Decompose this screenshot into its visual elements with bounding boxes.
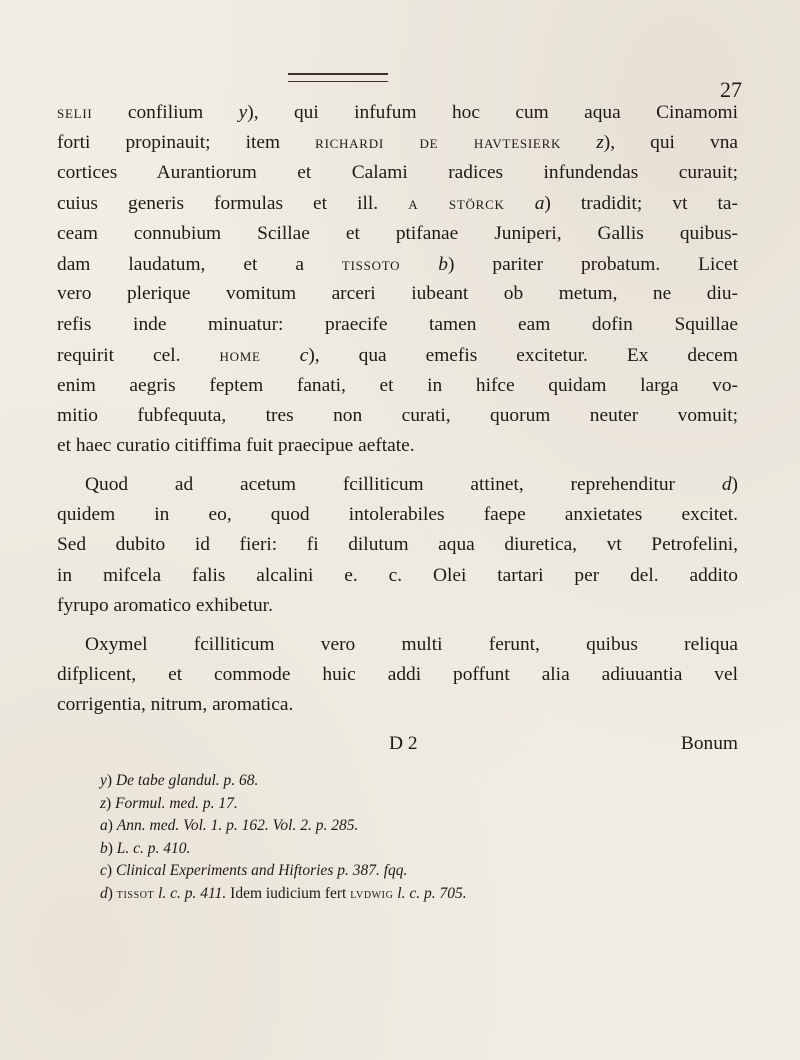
- footnote: [100, 793, 740, 816]
- signature-mark: D 2: [389, 732, 418, 754]
- italic-text: a: [100, 817, 108, 835]
- author-name: richardi de havtesierk: [315, 132, 562, 153]
- text-line: [57, 158, 738, 188]
- catchword: Bonum: [680, 732, 738, 754]
- italic-text: De tabe glandul. p. 68.: [115, 772, 259, 789]
- page-number: 27: [720, 77, 742, 102]
- text-run: Sed dubito id fieri: fi dilutum aqua diuretica, vt Petrofelini,: [57, 534, 738, 556]
- author-name: tissot: [116, 885, 155, 902]
- text-run: [561, 132, 596, 153]
- text-run: difplicent, et commode huic addi poffunt alia adiuuantia vel: [57, 664, 738, 686]
- text-run: ), qua emefis excitetur. Ex decem: [308, 345, 738, 367]
- text-run: cortices Aurantiorum et Calami radices infundendas curauit;: [57, 161, 738, 183]
- author-name: selii: [57, 102, 93, 122]
- italic-text: z: [596, 132, 604, 154]
- text-run: Oxymel fcilliticum vero multi ferunt, quibus reliqua: [85, 633, 738, 655]
- text-run: ): [107, 817, 117, 835]
- footnote: [100, 838, 740, 861]
- catch-row: [57, 729, 738, 759]
- paragraph: [57, 97, 738, 462]
- text-run: cuius generis formulas et ill.: [57, 193, 409, 215]
- italic-text: a: [534, 193, 545, 215]
- author-name: tissoto: [341, 253, 401, 274]
- text-run: [261, 345, 300, 366]
- text-run: [505, 193, 535, 214]
- text-run: mitio fubfequuta, tres non curati, quorum neuter vomuit;: [57, 404, 738, 426]
- text-run: ): [731, 473, 738, 495]
- text-line: [57, 401, 738, 431]
- italic-text: L. c. p. 410.: [116, 839, 191, 857]
- text-run: Idem iudicium fert: [226, 884, 351, 902]
- text-run: ) pariter probatum. Licet: [447, 253, 738, 275]
- text-run: forti propinauit; item: [57, 132, 316, 154]
- text-line: [57, 561, 738, 591]
- text-line: [57, 310, 738, 340]
- text-run: vero plerique vomitum arceri iubeant ob metum, ne diu-: [57, 283, 738, 305]
- text-run: [400, 254, 438, 275]
- text-run: quidem in eo, quod intolerabiles faepe anxietates excitet.: [57, 504, 738, 526]
- header-rule: [288, 73, 388, 82]
- text-line: [57, 279, 738, 309]
- text-line: [57, 660, 738, 690]
- text-run: ): [106, 794, 116, 812]
- text-run: ) tradidit; vt ta-: [544, 193, 738, 215]
- text-line: [57, 249, 738, 279]
- text-run: fyrupo aromatico exhibetur.: [57, 595, 273, 617]
- text-line: [57, 371, 738, 401]
- paragraphs: [57, 97, 738, 729]
- text-line: [57, 530, 738, 560]
- italic-text: Clinical Experiments and Hiftories p. 387. fqq.: [115, 862, 408, 880]
- text-run: requirit cel.: [57, 345, 220, 367]
- paragraph: [57, 630, 738, 721]
- body-text: [57, 97, 738, 759]
- text-run: dam laudatum, et a: [57, 253, 342, 275]
- text-line: [57, 470, 738, 500]
- paragraph-gap: [57, 622, 738, 630]
- text-line: [57, 500, 738, 530]
- author-name: lvdwig: [350, 885, 394, 902]
- text-run: ), qui vna: [603, 132, 738, 154]
- text-run: ): [106, 862, 116, 880]
- text-run: enim aegris feptem fanati, et in hifce quidam larga vo-: [57, 374, 738, 396]
- text-run: ): [106, 772, 116, 789]
- text-run: Quod ad acetum fcilliticum attinet, reprehenditur: [85, 473, 722, 495]
- italic-text: c: [100, 862, 107, 880]
- text-line: [57, 690, 738, 720]
- footnote: [100, 770, 740, 793]
- text-line: [57, 340, 738, 370]
- text-run: ceam connubium Scillae et ptifanae Juniperi, Gallis quibus-: [57, 222, 738, 244]
- text-run: ): [107, 839, 117, 857]
- text-line: [57, 630, 738, 660]
- text-run: confilium: [92, 102, 239, 123]
- footnote: [100, 815, 740, 838]
- italic-text: y: [100, 772, 107, 789]
- text-run: ), qui infufum hoc cum aqua Cinamomi: [247, 102, 738, 123]
- text-run: refis inde minuatur: praecife tamen eam dofin Squillae: [57, 313, 738, 335]
- italic-text: Ann. med. Vol. 1. p. 162. Vol. 2. p. 285.: [116, 817, 359, 835]
- italic-text: y: [238, 102, 248, 123]
- author-name: a störck: [408, 193, 505, 214]
- text-line: [57, 219, 738, 249]
- text-line: [57, 591, 738, 621]
- italic-text: b: [438, 253, 448, 275]
- text-line: [57, 431, 738, 461]
- italic-text: l. c. p. 411.: [158, 884, 227, 902]
- text-line: [57, 127, 738, 157]
- paragraph-gap: [57, 721, 738, 729]
- text-run: in mifcela falis alcalini e. c. Olei tartari per del. addito: [57, 564, 738, 586]
- text-line: [57, 97, 738, 127]
- paragraph-gap: [57, 462, 738, 470]
- italic-text: Formul. med. p. 17.: [115, 794, 238, 812]
- footnote: [100, 883, 740, 906]
- text-run: corrigentia, nitrum, aromatica.: [57, 694, 294, 716]
- italic-text: d: [100, 884, 108, 902]
- italic-text: l. c. p. 705.: [397, 884, 467, 902]
- text-run: ): [107, 884, 117, 902]
- italic-text: z: [100, 794, 107, 812]
- footnotes: [100, 770, 740, 906]
- paragraph: [57, 470, 738, 622]
- author-name: home: [219, 345, 261, 366]
- text-line: [57, 188, 738, 218]
- text-run: et haec curatio citiffima fuit praecipue aeftate.: [57, 435, 415, 457]
- italic-text: d: [721, 473, 732, 495]
- footnote: [100, 860, 740, 883]
- italic-text: b: [100, 839, 108, 857]
- italic-text: c: [299, 345, 309, 367]
